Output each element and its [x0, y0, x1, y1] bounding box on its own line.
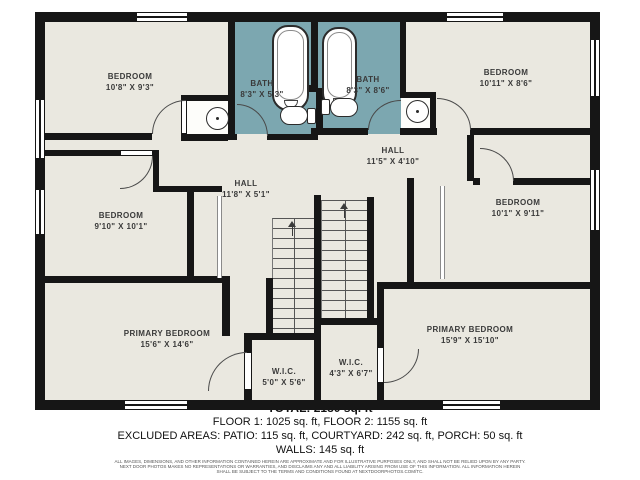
toilet-icon — [280, 106, 308, 125]
wall — [400, 22, 406, 98]
window — [443, 400, 500, 410]
room-label-bedroom-top-right — [480, 67, 533, 89]
room-dims: 10'8" X 9'3" — [105, 83, 155, 92]
room-dims: 15'6" X 14'6" — [140, 340, 194, 349]
room-label-bath-right — [346, 74, 389, 96]
room-name: BEDROOM — [98, 211, 144, 220]
disclaimer-line: NEXT DOOR PHOTOS MAKES NO REPRESENTATIONS OR WARRANTIES, AND DISCLAIMS ANY AND ALL LIABILITY ARISING FROM USE OF THIS INFORMATION. ALL INFORMATION HEREIN — [119, 464, 521, 469]
room-label-bedroom-mid-right — [492, 197, 545, 219]
room-label-wic-right — [329, 357, 372, 379]
wall — [377, 282, 596, 289]
room-dims: 8'3" X 8'6" — [346, 86, 390, 95]
wall — [45, 150, 120, 156]
wall — [407, 178, 414, 289]
wall — [470, 128, 596, 135]
room-dims: 10'1" X 9'11" — [491, 209, 545, 218]
sink-icon — [406, 100, 429, 123]
toilet-tank-icon — [307, 108, 316, 124]
window — [590, 170, 600, 230]
window — [590, 40, 600, 96]
room-dims: 11'8" X 5'1" — [222, 190, 270, 199]
toilet-tank-icon — [321, 99, 330, 115]
room-name: HALL — [381, 146, 405, 155]
walls-area-text: WALLS: 145 sq. ft — [275, 444, 365, 456]
room-name: BEDROOM — [483, 68, 529, 77]
window — [137, 12, 187, 22]
room-name: BEDROOM — [495, 198, 541, 207]
sink-icon — [206, 107, 229, 130]
room-dims: 10'11" X 8'6" — [479, 79, 533, 88]
room-dims: 15'9" X 15'10" — [441, 336, 499, 345]
room-label-primary-bedroom-left — [124, 328, 210, 350]
room-label-bedroom-top-left — [106, 71, 154, 93]
wall — [377, 383, 384, 400]
room-label-hall-left — [222, 178, 270, 200]
wall — [244, 333, 321, 340]
room-name: BATH — [250, 79, 274, 88]
wall — [222, 276, 230, 336]
window — [35, 190, 45, 234]
room-dims: 11'5" X 4'10" — [366, 157, 420, 166]
wall — [35, 400, 600, 410]
closet-sliding-door — [440, 186, 445, 279]
bathtub-icon — [322, 27, 357, 109]
wall — [367, 197, 374, 318]
room-dims: 4'3" X 6'7" — [329, 369, 373, 378]
room-dims: 9'10" X 10'1" — [94, 222, 148, 231]
window — [125, 400, 187, 410]
wall — [513, 178, 596, 185]
room-name: BATH — [356, 75, 380, 84]
toilet-icon — [330, 98, 358, 117]
room-label-hall-right — [367, 145, 420, 167]
wall — [45, 133, 152, 140]
excluded-areas-text: EXCLUDED AREAS: PATIO: 115 sq. ft, COURTYARD: 242 sq. ft, PORCH: 50 sq. ft — [117, 430, 523, 442]
wall — [244, 390, 252, 400]
disclaimer-line: ALL IMAGES, DIMENSIONS, AND OTHER INFORMATION CONTAINED HEREIN ARE APPROXIMATE AND FOR ILLUSTRATIVE PURPOSES ONLY, AND SHALL NOT BE RELIED UPON BY ANY PARTY. — [114, 459, 526, 464]
room-label-wic-left — [262, 366, 305, 388]
wall — [314, 195, 321, 400]
room-name: PRIMARY BEDROOM — [123, 329, 211, 338]
room-name: PRIMARY BEDROOM — [426, 325, 514, 334]
wall — [244, 340, 252, 352]
room-name: HALL — [234, 179, 258, 188]
stair-rail — [294, 219, 295, 333]
wall — [153, 150, 159, 190]
room-label-bedroom-mid-left — [94, 210, 147, 232]
closet-sliding-door — [217, 196, 222, 278]
door-leaf — [377, 347, 384, 383]
wall — [473, 178, 480, 185]
room-name: W.I.C. — [338, 358, 364, 367]
window — [447, 12, 503, 22]
room-name: W.I.C. — [271, 367, 297, 376]
wall — [314, 318, 377, 325]
disclaimer-line: SHALL BE SUBJECT TO THE TERMS AND CONDITIONS FOUND AT NEXTDOORPHOTOS.COM/TC. — [216, 469, 424, 474]
room-label-bath-left — [240, 78, 283, 100]
wall — [266, 278, 273, 333]
wall — [430, 98, 436, 134]
stair-rail — [345, 201, 346, 319]
up-arrow-icon — [288, 221, 296, 236]
room-label-primary-bedroom-right — [427, 324, 513, 346]
floor-areas-text: FLOOR 1: 1025 sq. ft, FLOOR 2: 1155 sq. ft — [212, 416, 428, 428]
window — [35, 100, 45, 158]
up-arrow-icon — [340, 203, 348, 218]
wall — [45, 276, 222, 283]
wall — [35, 12, 600, 22]
wall — [181, 95, 228, 101]
room-dims: 5'0" X 5'6" — [262, 378, 306, 387]
wall — [377, 289, 384, 347]
wall — [228, 134, 237, 140]
wall — [181, 134, 228, 141]
wall — [187, 192, 194, 282]
room-name: BEDROOM — [107, 72, 153, 81]
wall — [467, 135, 474, 181]
wall — [311, 128, 368, 135]
room-dims: 8'3" X 5'3" — [240, 90, 284, 99]
wall — [311, 22, 318, 88]
wall — [228, 22, 235, 134]
